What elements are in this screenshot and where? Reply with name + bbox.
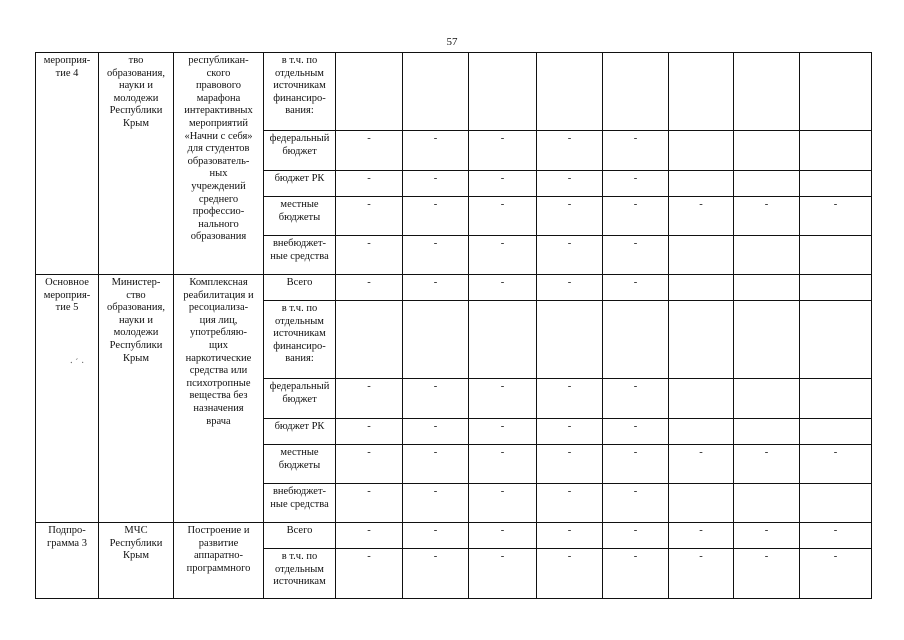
funding-source-cell: в т.ч. по отдельным источникам	[264, 549, 336, 599]
amount-cell	[734, 53, 800, 131]
amount-cell	[734, 171, 800, 197]
amount-cell: -	[537, 523, 603, 549]
funding-source-cell: внебюджет- ные средства	[264, 236, 336, 275]
amount-cell: -	[800, 549, 872, 599]
amount-cell: -	[403, 484, 469, 523]
amount-cell: -	[403, 171, 469, 197]
amount-cell	[734, 131, 800, 171]
amount-cell	[669, 53, 734, 131]
amount-cell: -	[403, 445, 469, 484]
amount-cell	[800, 171, 872, 197]
amount-cell	[800, 53, 872, 131]
funding-table	[35, 52, 872, 599]
amount-cell: -	[336, 549, 403, 599]
amount-cell: -	[336, 197, 403, 236]
amount-cell: -	[537, 549, 603, 599]
amount-cell	[734, 275, 800, 301]
description-cell: Комплексная реабилитация и ресоциализа- ция лиц, употребляю- щих наркотические средства или психотропные вещества без назначения врача	[174, 275, 264, 523]
amount-cell	[734, 301, 800, 379]
amount-cell: -	[469, 379, 537, 419]
amount-cell	[669, 131, 734, 171]
amount-cell: -	[336, 379, 403, 419]
amount-cell	[669, 419, 734, 445]
amount-cell: -	[469, 419, 537, 445]
amount-cell: -	[669, 549, 734, 599]
scan-mark: ⸱ ´ ·	[70, 358, 85, 369]
funding-source-cell: федеральный бюджет	[264, 131, 336, 171]
amount-cell	[800, 379, 872, 419]
amount-cell: -	[403, 236, 469, 275]
amount-cell: -	[734, 197, 800, 236]
amount-cell: -	[537, 484, 603, 523]
amount-cell: -	[603, 275, 669, 301]
amount-cell: -	[403, 275, 469, 301]
amount-cell: -	[537, 419, 603, 445]
amount-cell: -	[537, 131, 603, 171]
amount-cell: -	[603, 445, 669, 484]
amount-cell	[403, 53, 469, 131]
amount-cell	[800, 484, 872, 523]
amount-cell: -	[734, 445, 800, 484]
amount-cell	[669, 379, 734, 419]
amount-cell: -	[537, 275, 603, 301]
amount-cell: -	[469, 197, 537, 236]
amount-cell: -	[403, 379, 469, 419]
amount-cell	[603, 301, 669, 379]
funding-source-cell: бюджет РК	[264, 419, 336, 445]
amount-cell	[800, 419, 872, 445]
amount-cell: -	[603, 419, 669, 445]
amount-cell: -	[800, 197, 872, 236]
amount-cell: -	[603, 523, 669, 549]
amount-cell: -	[403, 197, 469, 236]
funding-source-cell: федеральный бюджет	[264, 379, 336, 419]
amount-cell	[669, 236, 734, 275]
amount-cell: -	[403, 549, 469, 599]
executor-cell: Министер- ство образования, науки и молодежи Республики Крым	[99, 275, 174, 523]
amount-cell	[537, 53, 603, 131]
executor-cell: МЧС Республики Крым	[99, 523, 174, 599]
table-row	[36, 523, 872, 549]
amount-cell: -	[469, 275, 537, 301]
description-cell: Построение и развитие аппаратно- программного	[174, 523, 264, 599]
amount-cell: -	[336, 419, 403, 445]
amount-cell: -	[603, 379, 669, 419]
table-row	[36, 53, 872, 131]
event-cell: мероприя- тие 4	[36, 53, 99, 275]
table-row	[36, 275, 872, 301]
amount-cell: -	[800, 445, 872, 484]
amount-cell	[734, 419, 800, 445]
amount-cell	[469, 301, 537, 379]
amount-cell: -	[669, 523, 734, 549]
amount-cell: -	[669, 445, 734, 484]
amount-cell	[734, 236, 800, 275]
amount-cell: -	[734, 523, 800, 549]
amount-cell: -	[469, 445, 537, 484]
amount-cell: -	[469, 484, 537, 523]
amount-cell: -	[336, 171, 403, 197]
executor-cell: тво образования, науки и молодежи Республики Крым	[99, 53, 174, 275]
funding-source-cell: внебюджет- ные средства	[264, 484, 336, 523]
amount-cell: -	[469, 549, 537, 599]
amount-cell: -	[537, 171, 603, 197]
funding-table-body	[36, 53, 872, 599]
amount-cell: -	[336, 484, 403, 523]
amount-cell: -	[336, 131, 403, 171]
amount-cell: -	[469, 131, 537, 171]
funding-source-cell: в т.ч. по отдельным источникам финансиро- вания:	[264, 53, 336, 131]
amount-cell	[734, 484, 800, 523]
amount-cell	[403, 301, 469, 379]
amount-cell	[537, 301, 603, 379]
amount-cell	[800, 236, 872, 275]
event-cell: Основное мероприя- тие 5	[36, 275, 99, 523]
amount-cell: -	[603, 549, 669, 599]
page-number: 57	[446, 36, 458, 48]
amount-cell: -	[403, 523, 469, 549]
amount-cell	[336, 301, 403, 379]
amount-cell: -	[469, 171, 537, 197]
amount-cell: -	[669, 197, 734, 236]
amount-cell: -	[603, 484, 669, 523]
amount-cell	[469, 53, 537, 131]
amount-cell: -	[403, 131, 469, 171]
amount-cell	[669, 275, 734, 301]
amount-cell: -	[537, 197, 603, 236]
amount-cell: -	[603, 236, 669, 275]
amount-cell	[603, 53, 669, 131]
funding-source-cell: в т.ч. по отдельным источникам финансиро- вания:	[264, 301, 336, 379]
funding-source-cell: Всего	[264, 523, 336, 549]
amount-cell: -	[537, 445, 603, 484]
amount-cell	[800, 275, 872, 301]
amount-cell: -	[336, 445, 403, 484]
funding-source-cell: бюджет РК	[264, 171, 336, 197]
funding-source-cell: Всего	[264, 275, 336, 301]
amount-cell: -	[603, 171, 669, 197]
description-cell: республикан- ского правового марафона интерактивных мероприятий «Начни с себя» для студентов образователь- ных учреждений среднего профессио- нального образования	[174, 53, 264, 275]
amount-cell: -	[734, 549, 800, 599]
amount-cell: -	[603, 131, 669, 171]
amount-cell: -	[469, 523, 537, 549]
amount-cell	[669, 484, 734, 523]
amount-cell	[336, 53, 403, 131]
amount-cell	[800, 301, 872, 379]
amount-cell: -	[537, 236, 603, 275]
amount-cell: -	[336, 236, 403, 275]
amount-cell: -	[403, 419, 469, 445]
funding-source-cell: местные бюджеты	[264, 197, 336, 236]
amount-cell	[669, 301, 734, 379]
amount-cell	[669, 171, 734, 197]
amount-cell	[734, 379, 800, 419]
amount-cell	[800, 131, 872, 171]
amount-cell: -	[336, 523, 403, 549]
amount-cell: -	[336, 275, 403, 301]
amount-cell: -	[469, 236, 537, 275]
amount-cell: -	[537, 379, 603, 419]
amount-cell: -	[800, 523, 872, 549]
amount-cell: -	[603, 197, 669, 236]
funding-source-cell: местные бюджеты	[264, 445, 336, 484]
event-cell: Подпро- грамма 3	[36, 523, 99, 599]
